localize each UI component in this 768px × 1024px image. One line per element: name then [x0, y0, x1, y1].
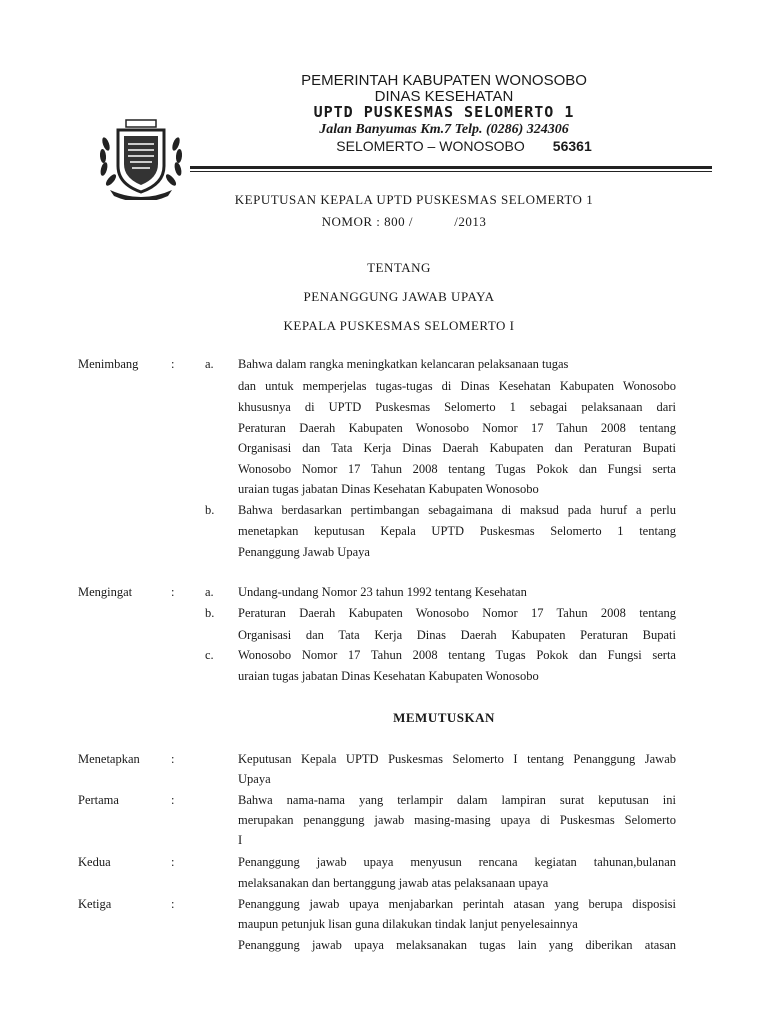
letterhead-rule-thick	[190, 166, 712, 169]
mengingat-c-line: uraian tugas jabatan Dinas Kesehatan Kabupaten Wonosobo	[238, 669, 539, 683]
letterhead-city: SELOMERTO – WONOSOBO	[336, 138, 525, 154]
decree-tentang: TENTANG	[367, 260, 431, 275]
pertama-colon: :	[171, 793, 175, 807]
menimbang-b-marker: b.	[205, 503, 215, 517]
letterhead-unit: UPTD PUSKESMAS SELOMERTO 1	[313, 103, 575, 121]
mengingat-b-line: Peraturan Daerah Kabupaten Wonosobo Nomor 17 Tahun 2008 tentang	[238, 606, 676, 620]
menimbang-a-line: Bahwa dalam rangka meningkatkan kelancaran pelaksanaan tugas	[238, 357, 569, 371]
letterhead-address: Jalan Banyumas Km.7 Telp. (0286) 324306	[319, 122, 569, 137]
ketiga-line: Penanggung jawab upaya menjabarkan perintah atasan yang berupa disposisi	[238, 897, 676, 911]
menimbang-a-line: uraian tugas jabatan Dinas Kesehatan Kabupaten Wonosobo	[238, 482, 539, 496]
menetapkan-line: Upaya	[238, 772, 271, 786]
memutuskan-heading: MEMUTUSKAN	[393, 710, 495, 725]
decree-title: KEPUTUSAN KEPALA UPTD PUSKESMAS SELOMERTO 1	[234, 192, 594, 207]
menimbang-b-line: menetapkan keputusan Kepala UPTD Puskesmas Selomerto 1 tentang	[238, 524, 676, 538]
decree-number: NOMOR : 800 / /2013	[321, 214, 487, 229]
mengingat-b-marker: b.	[205, 606, 215, 620]
mengingat-label: Mengingat	[78, 585, 133, 599]
ketiga-label: Ketiga	[78, 897, 112, 911]
letterhead-department: DINAS KESEHATAN	[374, 88, 514, 105]
menimbang-a-line: Peraturan Daerah Kabupaten Wonosobo Nomor 17 Tahun 2008 tentang	[238, 421, 676, 435]
mengingat-b-line: Organisasi dan Tata Kerja Dinas Daerah Kabupaten Peraturan Bupati	[238, 628, 676, 642]
letterhead-postal-code: 56361	[552, 138, 592, 154]
menimbang-colon: :	[171, 357, 175, 371]
pertama-line: Bahwa nama-nama yang terlampir dalam lampiran surat keputusan ini	[238, 793, 676, 807]
pertama-line: I	[238, 833, 243, 847]
menimbang-a-line: dan untuk memperjelas tugas-tugas di Dinas Kesehatan Kabupaten Wonosobo	[238, 379, 676, 393]
menetapkan-label: Menetapkan	[78, 752, 140, 766]
letterhead-city-line	[80, 138, 768, 154]
ketiga-line: Penanggung jawab upaya melaksanakan tugas lain yang diberikan atasan	[238, 938, 676, 952]
decree-issuer: KEPALA PUSKESMAS SELOMERTO I	[283, 318, 515, 333]
menimbang-a-line: Organisasi dan Tata Kerja Dinas Daerah Kabupaten dan Peraturan Bupati	[238, 441, 676, 455]
menimbang-label: Menimbang	[78, 357, 139, 371]
mengingat-c-marker: c.	[205, 648, 214, 662]
mengingat-a-line: Undang-undang Nomor 23 tahun 1992 tentang Kesehatan	[238, 585, 527, 599]
ketiga-colon: :	[171, 897, 175, 911]
decree-subject: PENANGGUNG JAWAB UPAYA	[303, 289, 495, 304]
menetapkan-line: Keputusan Kepala UPTD Puskesmas Selomerto I tentang Penanggung Jawab	[238, 752, 676, 766]
letterhead-rule-thin	[190, 171, 712, 172]
kedua-colon: :	[171, 855, 175, 869]
pertama-line: merupakan penanggung jawab masing-masing upaya di Puskesmas Selomerto	[238, 813, 676, 827]
mengingat-c-line: Wonosobo Nomor 17 Tahun 2008 tentang Tugas Pokok dan Fungsi serta	[238, 648, 676, 662]
kedua-label: Kedua	[78, 855, 111, 869]
letterhead-government: PEMERINTAH KABUPATEN WONOSOBO	[301, 72, 587, 89]
mengingat-colon: :	[171, 585, 175, 599]
menimbang-b-line: Penanggung Jawab Upaya	[238, 545, 370, 559]
kedua-line: melaksanakan dan bertanggung jawab atas pelaksanaan upaya	[238, 876, 549, 890]
menetapkan-colon: :	[171, 752, 175, 766]
menimbang-a-line: Wonosobo Nomor 17 Tahun 2008 tentang Tugas Pokok dan Fungsi serta	[238, 462, 676, 476]
pertama-label: Pertama	[78, 793, 119, 807]
menimbang-b-line: Bahwa berdasarkan pertimbangan sebagaimana di maksud pada huruf a perlu	[238, 503, 676, 517]
menimbang-a-marker: a.	[205, 357, 214, 371]
kedua-line: Penanggung jawab upaya menyusun rencana kegiatan tahunan,bulanan	[238, 855, 676, 869]
mengingat-a-marker: a.	[205, 585, 214, 599]
ketiga-line: maupun petunjuk lisan guna dilakukan tindak lanjut penyelesainnya	[238, 917, 578, 931]
menimbang-a-line: khususnya di UPTD Puskesmas Selomerto 1 sebagai pelaksanaan dari	[238, 400, 676, 414]
